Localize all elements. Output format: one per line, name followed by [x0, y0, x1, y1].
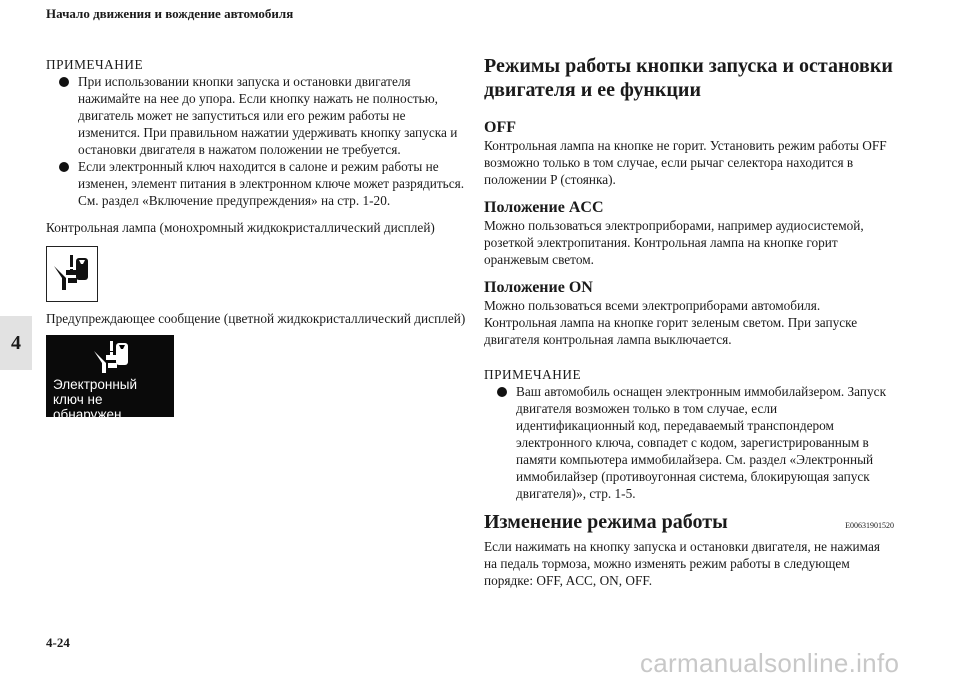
note-bullet-1: При использовании кнопки запуска и остановки двигателя нажимайте на нее до упора. Если кнопку нажать не полностью, двигатель может не запуститься или его режим работы не изменится. При правильном нажатии удерживать кнопку запуска и остановки двигателя в нажатом положении не требуется. — [46, 73, 466, 158]
on-heading: Положение ON — [484, 279, 593, 296]
off-text: Контрольная лампа на кнопке не горит. Установить режим работы OFF возможно только в том случае, если рычаг селектора находится в положении P (стоянка). — [484, 138, 887, 187]
lamp-caption: Контрольная лампа (монохромный жидкокристаллический дисплей) — [46, 220, 435, 235]
warning-display — [46, 335, 174, 422]
key-warning-icon — [52, 252, 92, 296]
left-column — [46, 56, 466, 422]
immobilizer-note-bullet: Ваш автомобиль оснащен электронным иммобилайзером. Запуск двигателя возможен только в том случае, если идентификационный код, передаваемый транспондером электронного ключа, совпадет с кодом, зарегистрированным в памяти компьютера иммобилайзера. См. раздел «Электронный иммобилайзер (противоугонная система, блокирующая запуск двигателя)», стр. 1-5. — [484, 383, 894, 502]
chapter-tab — [0, 316, 32, 370]
key-warning-icon — [88, 341, 134, 375]
page-header: Начало движения и вождение автомобиля — [46, 6, 294, 21]
mode-change-text: Если нажимать на кнопку запуска и остановки двигателя, не нажимая на педаль тормоза, можно изменять режим работы в следующем порядке: OFF, ACC, ON, OFF. — [484, 539, 880, 588]
chapter-number: 4 — [11, 331, 21, 354]
warning-display-line-2: ключ не обнаружен — [53, 392, 122, 422]
warning-caption: Предупреждающее сообщение (цветной жидкокристаллический дисплей) — [46, 311, 466, 326]
off-heading: OFF — [484, 119, 516, 136]
note-label: ПРИМЕЧАНИЕ — [46, 57, 144, 72]
note-label: ПРИМЕЧАНИЕ — [484, 367, 582, 382]
warning-display-line-1: Электронный — [53, 377, 138, 392]
mode-change-heading: Изменение режима работы — [484, 511, 728, 533]
section-title: Режимы работы кнопки запуска и остановки двигателя и ее функции — [484, 55, 893, 101]
watermark: carmanualsonline.info — [640, 648, 900, 678]
warning-display-text — [53, 377, 174, 422]
mode-change-heading-row — [484, 510, 894, 534]
acc-heading: Положение ACC — [484, 199, 604, 216]
on-text: Можно пользоваться всеми электроприборами автомобиля. Контрольная лампа на кнопке горит зеленым светом. При запуске двигателя контрольная лампа выключается. — [484, 298, 858, 347]
indicator-lamp — [46, 246, 98, 302]
note-bullet-2: Если электронный ключ находится в салоне и режим работы не изменен, элемент питания в электронном ключе может разрядиться. См. раздел «Включение предупреждения» на стр. 1-20. — [46, 158, 466, 209]
right-column — [484, 54, 894, 589]
section-code: E00631901520 — [845, 521, 894, 530]
acc-text: Можно пользоваться электроприборами, например аудиосистемой, розеткой электропитания. Контрольная лампа на кнопке горит оранжевым светом. — [484, 218, 864, 267]
page-number: 4-24 — [46, 635, 70, 650]
